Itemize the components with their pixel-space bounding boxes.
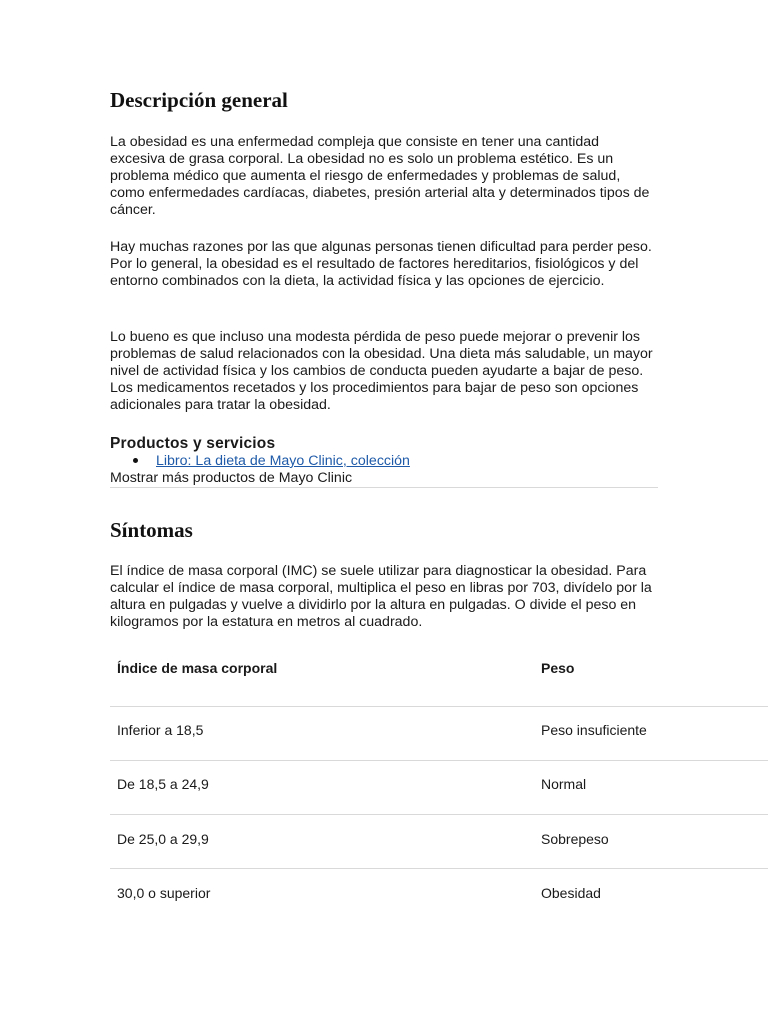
- table-cell-weight: Obesidad: [541, 885, 601, 901]
- table-cell-bmi: Inferior a 18,5: [117, 722, 204, 738]
- table-header-bmi: Índice de masa corporal: [117, 660, 278, 676]
- table-row-divider: [110, 868, 768, 869]
- table-cell-bmi: 30,0 o superior: [117, 885, 211, 901]
- table-header-weight: Peso: [541, 660, 575, 676]
- more-products-label: Mostrar más productos de Mayo Clinic: [110, 470, 353, 486]
- symptoms-paragraph: El índice de masa corporal (IMC) se suele utilizar para diagnosticar la obesidad. Para calcular el índice de masa corporal, multiplica el peso en libras por 703, divídelo por la altura en pulgadas y vuelve a dividirlo por la altura en pulgadas. O divide el peso en kilogramos por la estatura en metros al cuadrado.: [110, 563, 652, 630]
- table-header-row: [110, 650, 768, 704]
- table-row-divider: [110, 814, 768, 815]
- table-cell-bmi: De 18,5 a 24,9: [117, 776, 209, 792]
- table-cell-weight: Peso insuficiente: [541, 722, 647, 738]
- table-row: [110, 712, 768, 766]
- table-row: [110, 821, 768, 875]
- table-cell-bmi: De 25,0 a 29,9: [117, 831, 209, 847]
- section-title-products: Productos y servicios: [110, 435, 276, 452]
- section-title-symptoms: Síntomas: [110, 518, 193, 542]
- overview-paragraph-3: Lo bueno es que incluso una modesta pérdida de peso puede mejorar o prevenir los problemas de salud relacionados con la obesidad. Una dieta más saludable, un mayor nivel de actividad física y los cambios de conducta pueden ayudarte a bajar de peso. Los medicamentos recetados y los procedimientos para bajar de peso son opciones adicionales para tratar la obesidad.: [110, 329, 653, 413]
- table-row: [110, 875, 768, 929]
- overview-paragraph-2: Hay muchas razones por las que algunas personas tienen dificultad para perder peso. Por lo general, la obesidad es el resultado de factores hereditarios, fisiológicos y del entorno combinados con la dieta, la actividad física y las opciones de ejercicio.: [110, 239, 652, 289]
- table-row-divider: [110, 760, 768, 761]
- product-link-mayo-diet-book[interactable]: Libro: La dieta de Mayo Clinic, colección: [156, 453, 410, 469]
- table-row-divider: [110, 706, 768, 707]
- table-cell-weight: Sobrepeso: [541, 831, 609, 847]
- overview-paragraph-1: La obesidad es una enfermedad compleja que consiste en tener una cantidad excesiva de grasa corporal. La obesidad no es solo un problema estético. Es un problema médico que aumenta el riesgo de enfermedades y problemas de salud, como enfermedades cardíacas, diabetes, presión arterial alta y determinados tipos de cáncer.: [110, 134, 650, 218]
- section-divider: [110, 487, 658, 488]
- table-cell-weight: Normal: [541, 776, 587, 792]
- bullet-icon: [133, 458, 138, 463]
- table-row: [110, 766, 768, 820]
- section-title-overview: Descripción general: [110, 88, 288, 112]
